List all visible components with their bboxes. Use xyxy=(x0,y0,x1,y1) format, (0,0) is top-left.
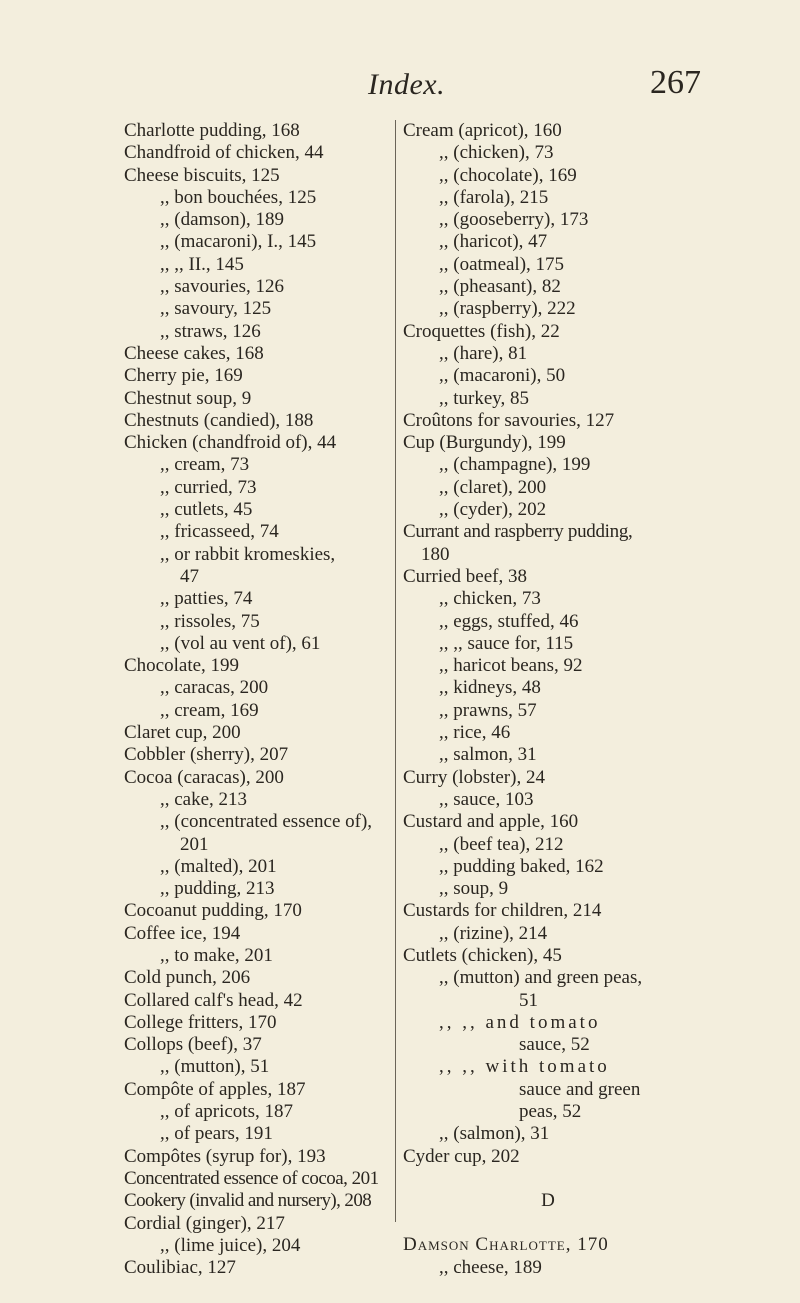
index-subentry: ,, (concentrated essence of), xyxy=(160,811,373,833)
index-subentry: ,, (lime juice), 204 xyxy=(160,1234,301,1256)
index-subentry: ,, straws, 126 xyxy=(160,320,261,342)
index-subentry: ,, cream, 73 xyxy=(160,454,250,476)
index-entry: Cream (apricot), 160 xyxy=(403,120,562,141)
index-subentry: ,, ,, with tomato xyxy=(439,1056,610,1078)
index-subentry: ,, (farola), 215 xyxy=(439,186,549,208)
index-subentry: ,, or rabbit kromeskies, xyxy=(160,543,336,565)
index-subentry: ,, savouries, 126 xyxy=(160,276,285,298)
index-subentry: ,, kidneys, 48 xyxy=(439,677,541,699)
index-subentry: ,, (claret), 200 xyxy=(439,476,547,498)
index-subentry: ,, ,, II., 145 xyxy=(160,253,244,275)
index-continuation: 201 xyxy=(180,833,209,855)
index-subentry: ,, (chicken), 73 xyxy=(439,142,554,164)
index-entry: Chestnuts (candied), 188 xyxy=(124,409,314,431)
index-entry: College fritters, 170 xyxy=(124,1011,277,1033)
index-column-right xyxy=(403,120,703,1279)
index-continuation: 47 xyxy=(180,565,199,587)
index-subentry: ,, (raspberry), 222 xyxy=(439,298,576,320)
index-subentry: ,, ,, sauce for, 115 xyxy=(439,632,574,654)
index-entry: Cutlets (chicken), 45 xyxy=(403,944,562,966)
index-entry: Claret cup, 200 xyxy=(124,722,241,744)
index-continuation: 180 xyxy=(421,543,450,565)
index-subentry: ,, (mutton) and green peas, xyxy=(439,967,643,989)
index-subentry: ,, bon bouchées, 125 xyxy=(160,186,317,208)
index-entry: Custards for children, 214 xyxy=(403,900,602,922)
index-subentry: ,, (champagne), 199 xyxy=(439,454,591,476)
index-subentry: ,, cream, 169 xyxy=(160,699,259,721)
index-entry: Damson Charlotte, 170 xyxy=(403,1234,609,1256)
index-subentry: ,, (haricot), 47 xyxy=(439,231,548,253)
index-entry: Cobbler (sherry), 207 xyxy=(124,744,289,766)
running-title: Index. xyxy=(368,68,446,101)
index-entry: Cheese cakes, 168 xyxy=(124,342,264,364)
index-entry: Chocolate, 199 xyxy=(124,655,240,677)
column-divider xyxy=(395,120,396,1222)
index-entry: Cordial (ginger), 217 xyxy=(124,1212,285,1234)
index-entry: Curried beef, 38 xyxy=(403,565,527,587)
index-entry: Chestnut soup, 9 xyxy=(124,387,252,409)
index-entry: Croquettes (fish), 22 xyxy=(403,320,560,342)
index-subentry: ,, cheese, 189 xyxy=(439,1256,542,1278)
index-subentry: ,, (damson), 189 xyxy=(160,209,285,231)
index-entry: Chandfroid of chicken, 44 xyxy=(124,142,324,164)
index-subentry: ,, cake, 213 xyxy=(160,788,248,810)
index-subentry: ,, ,, and tomato xyxy=(439,1011,601,1033)
index-subentry: ,, savoury, 125 xyxy=(160,298,272,320)
index-subentry: ,, (macaroni), 50 xyxy=(439,365,566,387)
index-continuation: sauce, 52 xyxy=(519,1034,590,1056)
index-subentry: ,, (malted), 201 xyxy=(160,855,277,877)
index-entry: Custard and apple, 160 xyxy=(403,811,579,833)
index-subentry: ,, (oatmeal), 175 xyxy=(439,253,565,275)
index-entry: Chicken (chandfroid of), 44 xyxy=(124,432,337,454)
index-entry: Coulibiac, 127 xyxy=(124,1257,236,1279)
index-continuation: sauce and green xyxy=(519,1078,641,1100)
index-subentry: ,, to make, 201 xyxy=(160,944,273,966)
index-column-left xyxy=(124,120,392,1279)
index-entry: Collared calf's head, 42 xyxy=(124,989,303,1011)
index-subentry: ,, of pears, 191 xyxy=(160,1123,273,1145)
index-subentry: ,, eggs, stuffed, 46 xyxy=(439,610,579,632)
index-subentry: ,, patties, 74 xyxy=(160,588,253,610)
index-entry: Coffee ice, 194 xyxy=(124,922,241,944)
index-subentry: ,, soup, 9 xyxy=(439,878,509,900)
index-entry: Cocoa (caracas), 200 xyxy=(124,766,284,788)
index-subentry: ,, sauce, 103 xyxy=(439,788,534,810)
index-subentry: ,, rissoles, 75 xyxy=(160,610,260,632)
index-subentry: ,, turkey, 85 xyxy=(439,387,530,409)
index-subentry: ,, fricasseed, 74 xyxy=(160,521,279,543)
index-subentry: ,, (hare), 81 xyxy=(439,342,528,364)
index-subentry: ,, pudding baked, 162 xyxy=(439,855,604,877)
index-subentry: ,, haricot beans, 92 xyxy=(439,655,583,677)
index-subentry: ,, cutlets, 45 xyxy=(160,499,253,521)
index-subentry: ,, salmon, 31 xyxy=(439,744,537,766)
index-entry: Croûtons for savouries, 127 xyxy=(403,409,615,431)
index-continuation: peas, 52 xyxy=(519,1101,582,1123)
index-entry: Currant and raspberry pudding, xyxy=(403,521,633,543)
index-subentry: ,, (macaroni), I., 145 xyxy=(160,231,317,253)
index-subentry: ,, curried, 73 xyxy=(160,476,257,498)
index-entry: Cheese biscuits, 125 xyxy=(124,164,280,186)
index-subentry: ,, (gooseberry), 173 xyxy=(439,209,589,231)
index-continuation: 51 xyxy=(519,989,538,1011)
index-subentry: ,, (pheasant), 82 xyxy=(439,276,561,298)
index-subentry: ,, chicken, 73 xyxy=(439,588,541,610)
index-entry: Cyder cup, 202 xyxy=(403,1145,520,1167)
index-subentry: ,, (mutton), 51 xyxy=(160,1056,270,1078)
section-letter-heading: D xyxy=(541,1189,555,1211)
index-subentry: ,, (beef tea), 212 xyxy=(439,833,564,855)
index-subentry: ,, prawns, 57 xyxy=(439,699,537,721)
page-header xyxy=(0,64,800,114)
index-subentry: ,, (rizine), 214 xyxy=(439,922,548,944)
index-subentry: ,, (chocolate), 169 xyxy=(439,164,577,186)
index-entry: Collops (beef), 37 xyxy=(124,1034,262,1056)
index-subentry: ,, (salmon), 31 xyxy=(439,1123,550,1145)
index-subentry: ,, caracas, 200 xyxy=(160,677,269,699)
index-entry: Concentrated essence of cocoa, 201 xyxy=(124,1167,379,1189)
index-entry: Curry (lobster), 24 xyxy=(403,766,545,788)
index-entry: Cocoanut pudding, 170 xyxy=(124,900,302,922)
index-entry: Cookery (invalid and nursery), 208 xyxy=(124,1190,372,1212)
page-number: 267 xyxy=(650,64,701,101)
index-subentry: ,, (vol au vent of), 61 xyxy=(160,632,321,654)
index-entry: Charlotte pudding, 168 xyxy=(124,120,300,141)
index-entry: Cup (Burgundy), 199 xyxy=(403,432,566,454)
index-entry: Cherry pie, 169 xyxy=(124,365,243,387)
index-subentry: ,, rice, 46 xyxy=(439,722,511,744)
index-subentry: ,, pudding, 213 xyxy=(160,878,275,900)
index-entry: Compôte of apples, 187 xyxy=(124,1078,306,1100)
index-entry: Cold punch, 206 xyxy=(124,967,251,989)
index-subentry: ,, (cyder), 202 xyxy=(439,499,547,521)
index-entry: Compôtes (syrup for), 193 xyxy=(124,1145,326,1167)
index-subentry: ,, of apricots, 187 xyxy=(160,1101,293,1123)
